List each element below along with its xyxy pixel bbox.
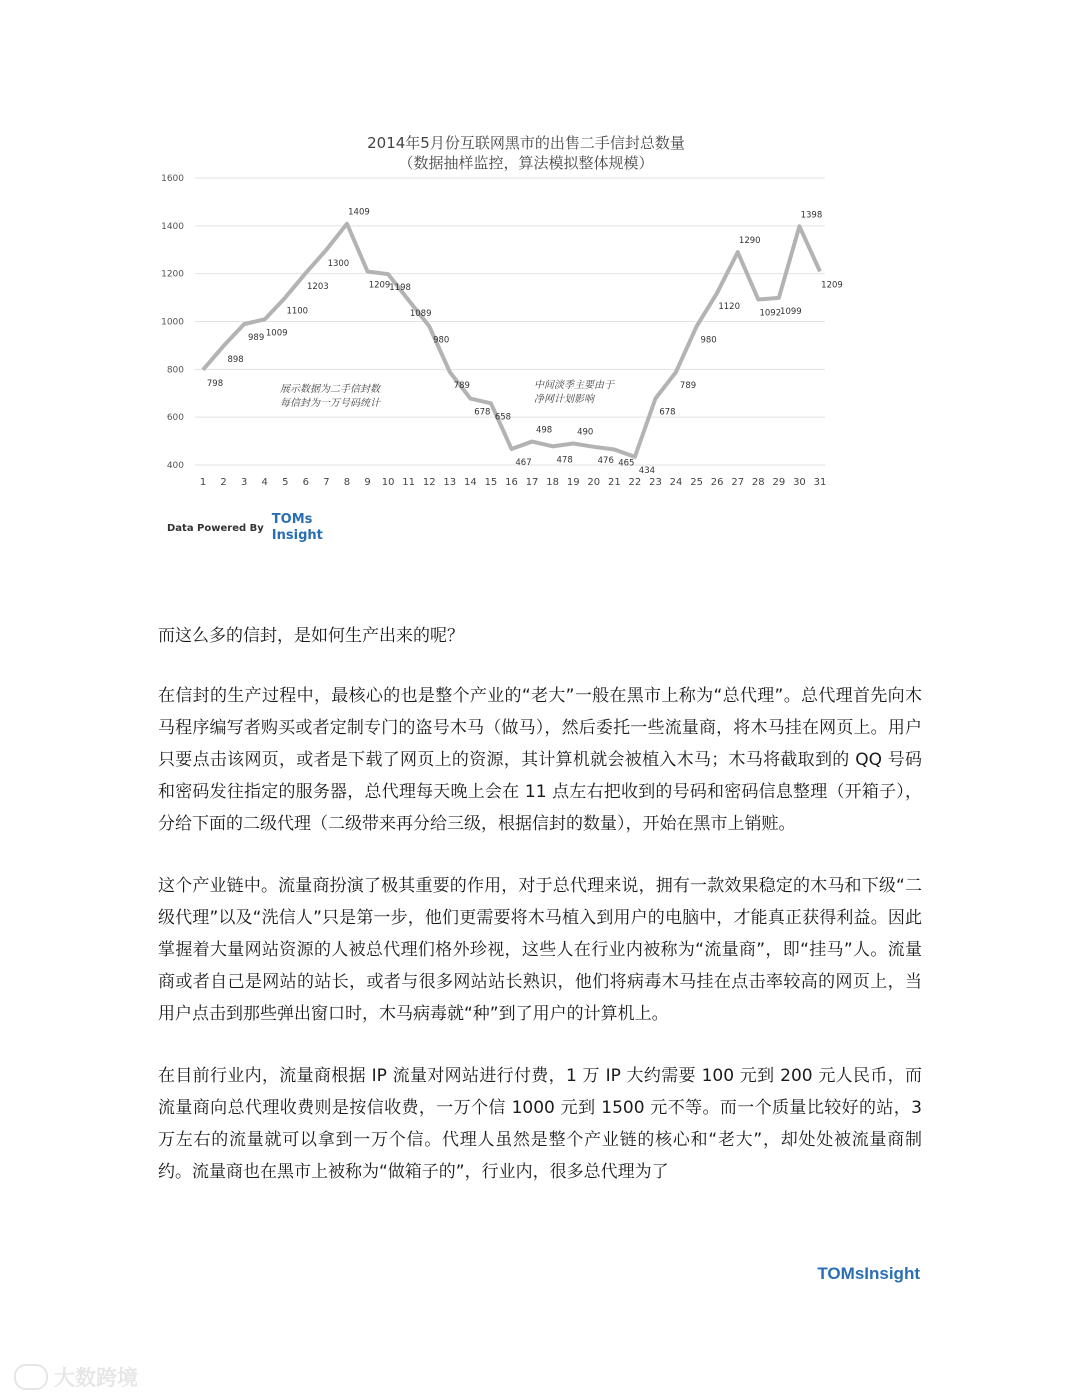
x-tick-label: 3 (240, 477, 248, 488)
data-credit (167, 512, 332, 544)
article-body (158, 620, 922, 1218)
data-label: 789 (453, 380, 470, 391)
data-label: 1409 (348, 207, 370, 218)
data-label: 490 (577, 427, 594, 438)
x-tick-label: 6 (302, 477, 310, 488)
annotation-line: 展示数据为二手信封数 (280, 384, 380, 395)
x-tick-label: 20 (587, 477, 601, 488)
x-tick-label: 26 (710, 477, 724, 488)
data-label: 1099 (780, 306, 802, 317)
data-label: 1089 (409, 309, 432, 320)
watermark-text: 大数跨境 (54, 1366, 138, 1390)
y-tick-labels (161, 174, 184, 471)
y-tick-label: 1200 (161, 269, 184, 280)
annotation-line: 净网计划影响 (534, 394, 594, 405)
credit-logo: TOMs Insight (271, 512, 323, 543)
x-tick-label: 31 (813, 477, 827, 488)
y-tick-label: 1600 (161, 174, 184, 184)
y-tick-label: 400 (166, 461, 184, 471)
data-label: 1203 (307, 281, 329, 292)
y-tick-label: 1400 (161, 221, 184, 232)
annotation-line: 每信封为一万号码统计 (280, 398, 380, 409)
data-label: 1120 (718, 301, 740, 312)
data-label: 1209 (368, 280, 391, 291)
data-label: 1209 (821, 280, 843, 291)
x-tick-label: 24 (669, 477, 683, 488)
x-tick-label: 13 (443, 477, 457, 488)
data-label: 467 (515, 457, 532, 468)
data-label: 658 (494, 412, 512, 423)
data-label: 678 (659, 407, 676, 418)
chart-title: 2014年5月份互联网黑市的出售二手信封总数量 (367, 134, 685, 152)
x-tick-label: 12 (422, 477, 436, 488)
x-tick-label: 5 (282, 477, 289, 488)
y-tick-label: 600 (166, 413, 184, 424)
data-label: 1290 (738, 236, 761, 247)
data-label: 898 (227, 354, 244, 365)
chart-annotations (280, 379, 615, 409)
y-tick-label: 1000 (161, 317, 184, 328)
credit-label: Data Powered By (167, 522, 264, 534)
data-label: 1092 (759, 308, 782, 319)
data-label: 678 (474, 407, 491, 418)
series-line (203, 224, 820, 457)
data-label: 980 (433, 335, 450, 346)
x-tick-label: 8 (343, 477, 351, 488)
x-tick-label: 22 (628, 477, 642, 488)
data-label: 434 (638, 465, 656, 476)
x-tick-label: 14 (463, 477, 477, 488)
data-label: 1198 (389, 283, 411, 294)
x-tick-label: 28 (751, 477, 765, 488)
x-tick-label: 19 (566, 477, 580, 488)
data-label: 498 (535, 425, 553, 436)
x-tick-label: 4 (261, 477, 268, 488)
x-tick-label: 25 (690, 477, 703, 488)
x-tick-label: 18 (546, 477, 560, 488)
x-tick-label: 10 (381, 477, 395, 488)
x-tick-label: 30 (793, 477, 806, 488)
x-tick-label: 2 (220, 477, 227, 488)
line-chart (150, 120, 850, 560)
article-paragraph: 这个产业链中。流量商扮演了极其重要的作用，对于总代理来说，拥有一款效果稳定的木马和下级“二级代理”以及“洗信人”只是第一步，他们更需要将木马植入到用户的电脑中，才能真正获得利益。因此掌握着大量网站资源的人被总代理们格外珍视，这些人在行业内被称为“流量商”，即“挂马”人。流量商或者自己是网站的站长，或者与很多网站站长熟识，他们将病毒木马挂在点击率较高的网页上，当用户点击到那些弹出窗口时，木马病毒就“种”到了用户的计算机上。 (158, 876, 922, 1024)
x-tick-label: 29 (772, 477, 786, 488)
x-tick-label: 27 (731, 477, 745, 488)
data-label: 980 (700, 335, 717, 346)
data-label: 476 (597, 455, 614, 466)
data-label: 1300 (327, 258, 350, 269)
article-paragraph: 而这么多的信封，是如何生产出来的呢？ (158, 626, 464, 646)
x-tick-label: 23 (649, 477, 662, 488)
footer-logo: TOMsInsight (817, 1264, 920, 1283)
watermark-icon (14, 1364, 48, 1390)
data-label: 1009 (265, 328, 288, 339)
data-label: 1398 (800, 210, 823, 221)
x-tick-label: 11 (402, 477, 416, 488)
annotation-line: 中间淡季主要由于 (534, 380, 614, 391)
x-tick-label: 17 (525, 477, 539, 488)
x-tick-label: 16 (505, 477, 518, 488)
watermark (14, 1362, 138, 1392)
data-label: 1100 (286, 306, 309, 317)
x-tick-label: 21 (607, 477, 621, 488)
x-tick-labels (200, 477, 827, 488)
x-tick-label: 15 (484, 477, 498, 488)
chart-subtitle: （数据抽样监控，算法模拟整体规模） (398, 154, 654, 172)
data-label: 465 (618, 458, 635, 469)
x-tick-label: 1 (199, 477, 207, 488)
data-label: 478 (556, 455, 573, 466)
data-label: 989 (248, 333, 265, 344)
data-labels (207, 208, 843, 476)
x-tick-label: 9 (364, 477, 371, 488)
data-label: 789 (679, 380, 697, 391)
y-tick-label: 800 (166, 365, 184, 376)
data-label: 798 (206, 378, 224, 389)
x-tick-label: 7 (323, 477, 330, 488)
article-paragraph: 在目前行业内，流量商根据 IP 流量对网站进行付费，1 万 IP 大约需要 100 元到 200 元人民币，而流量商向总代理收费则是按信收费，一万个信 1000 元到 1500 元不等。而一个质量比较好的站，3 万左右的流量就可以拿到一万个信。代理人虽然是整个产业链的核心和“老大”，却处处被流量商制约。流量商也在黑市上被称为“做箱子的”，行业内，很多总代理为了 (158, 1066, 922, 1182)
article-paragraph: 在信封的生产过程中，最核心的也是整个产业的“老大”一般在黑市上称为“总代理”。总代理首先向木马程序编写者购买或者定制专门的盗号木马（做马），然后委托一些流量商，将木马挂在网页上。用户只要点击该网页，或者是下载了网页上的资源，其计算机就会被植入木马；木马将截取到的 QQ 号码和密码发往指定的服务器，总代理每天晚上会在 11 点左右把收到的号码和密码信息整理（开箱子），分给下面的二级代理（二级带来再分给三级，根据信封的数量），开始在黑市上销赃。 (158, 686, 922, 834)
